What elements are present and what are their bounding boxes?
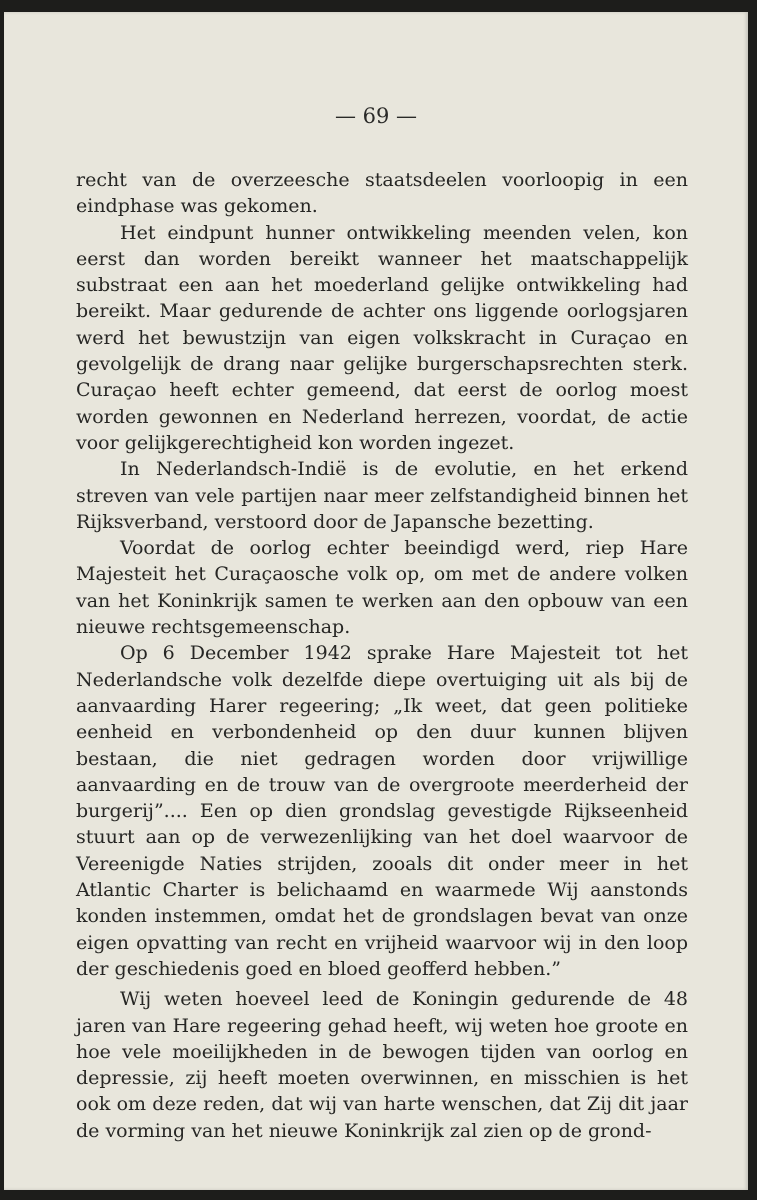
paragraph-3: In Nederlandsch-Indië is de evolutie, en het erkend streven van vele partijen naar meer zelfstandigheid binnen het Rijksverband, verstoord door de Japansche bezetting. [76, 458, 688, 533]
paragraph-2: Het eindpunt hunner ontwikkeling meenden velen, kon eerst dan worden bereikt wanneer het maatschappelijk substraat een aan het moederland gelijke ontwikkeling had bereikt. Maar gedurende de achter ons liggende oorlogsjaren werd het bewustzijn van eigen volkskracht in Curaçao en gevolgelijk de drang naar gelijke burgerschapsrechten sterk. Curaçao heeft echter gemeend, dat eerst de oorlog moest worden gewonnen en Nederland herrezen, voordat, de actie voor gelijkgerechtigheid kon worden ingezet. [76, 221, 688, 454]
page-number: — 69 — [334, 104, 418, 128]
body-text [76, 167, 688, 1144]
paragraph-4: Voordat de oorlog echter beeindigd werd, riep Hare Majesteit het Curaçaosche volk op, om met de andere volken van het Koninkrijk samen te werken aan den opbouw van een nieuwe rechtsgemeenschap. [76, 537, 688, 639]
book-page [4, 12, 748, 1190]
paragraph-5: Op 6 December 1942 sprake Hare Majesteit tot het Nederlandsche volk dezelfde diepe overtuiging uit als bij de aanvaarding Harer regeering; „Ik weet, dat geen politieke eenheid en verbondenheid op den duur kunnen blijven bestaan, die niet gedragen worden door vrijwillige aanvaarding en de trouw van de overgroote meerderheid der burgerij”.... Een op dien grondslag gevestigde Rijkseenheid stuurt aan op de verwezenlijking van het doel waarvoor de Vereenigde Naties strijden, zooals dit onder meer in het Atlantic Charter is belichaamd en waarmede Wij aanstonds konden instemmen, omdat het de grondslagen bevat van onze eigen opvatting van recht en vrijheid waarvoor wij in den loop der geschiedenis goed en bloed geofferd hebben.” [76, 642, 688, 980]
paragraph-6: Wij weten hoeveel leed de Koningin gedurende de 48 jaren van Hare regeering gehad heeft, wij weten hoe groote en hoe vele moeilijkheden in de bewogen tijden van oorlog en depressie, zij heeft moeten overwinnen, en misschien is het ook om deze reden, dat wij van harte wenschen, dat Zij dit jaar de vorming van het nieuwe Koninkrijk zal zien op de grond- [76, 988, 688, 1142]
paragraph-1: recht van de overzeesche staatsdeelen voorloopig in een eindphase was gekomen. [76, 169, 688, 218]
